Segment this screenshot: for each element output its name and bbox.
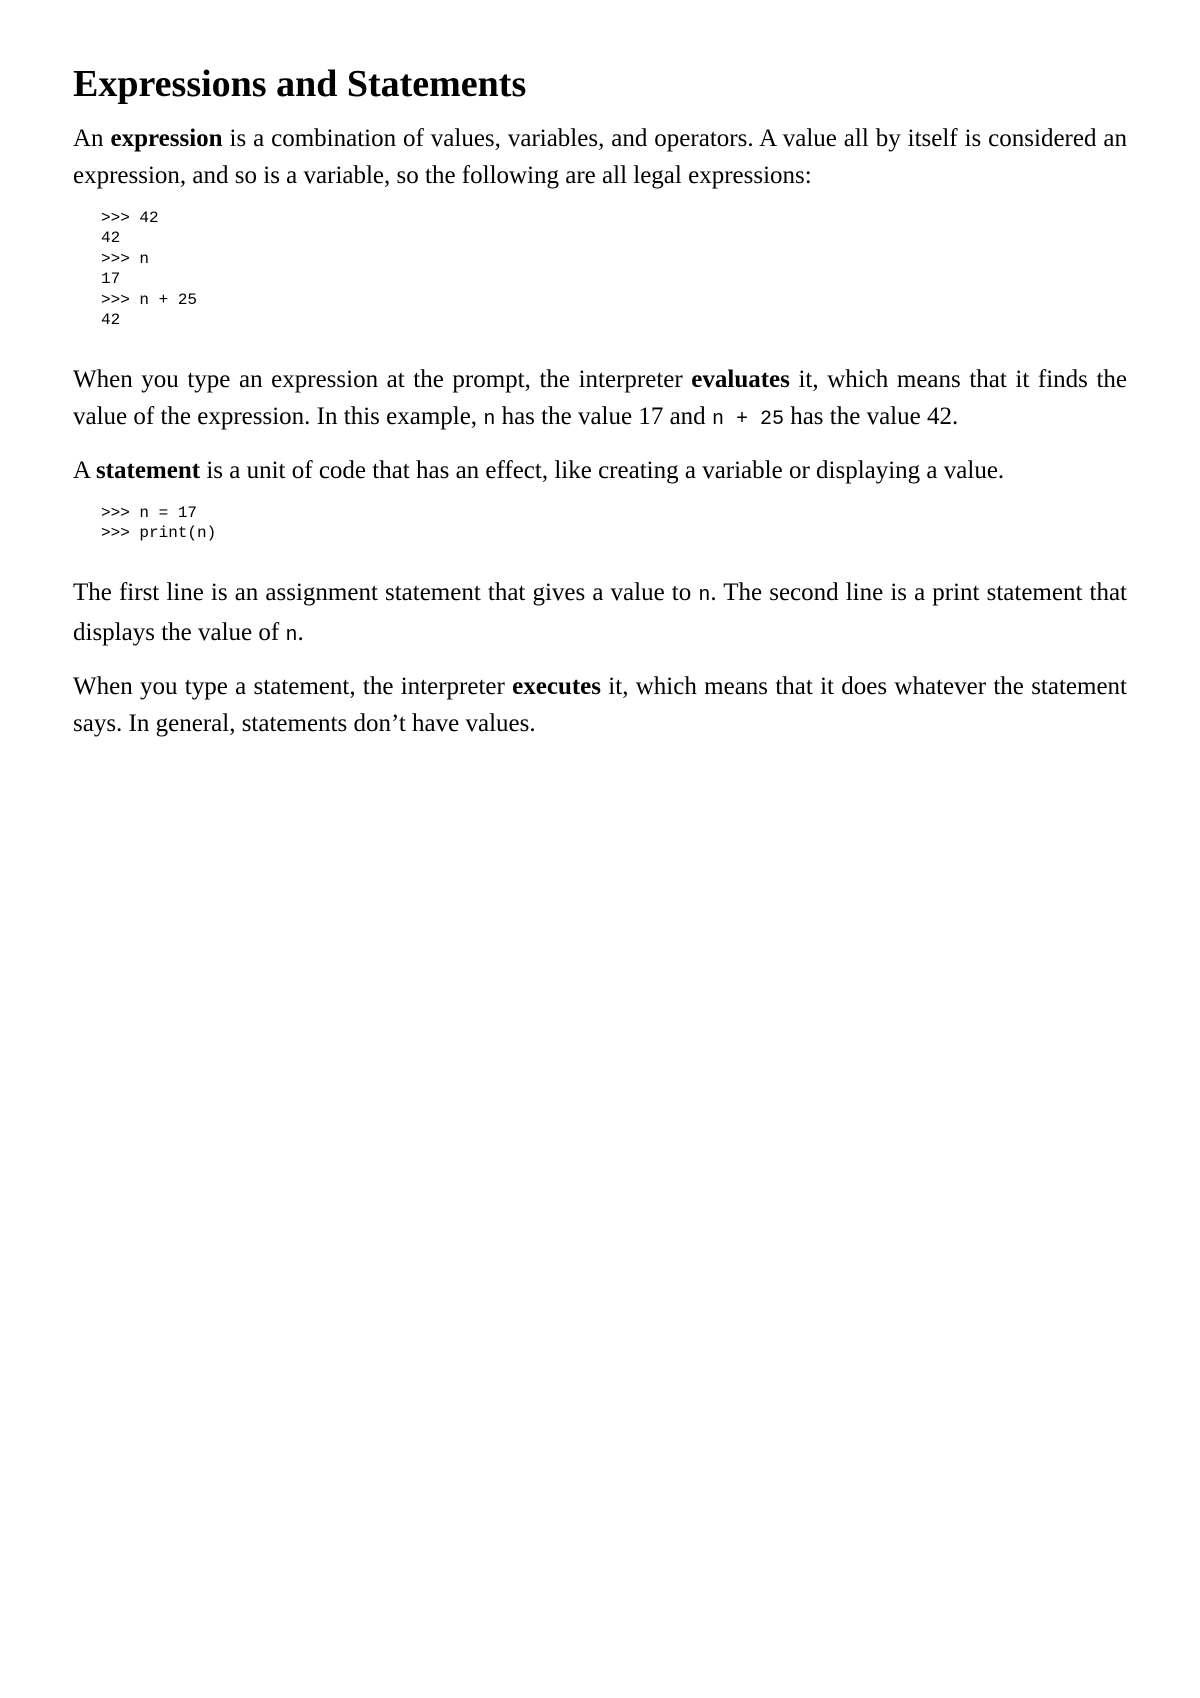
text: An xyxy=(73,124,111,152)
inline-code: n xyxy=(698,583,711,607)
document-page xyxy=(73,62,1127,756)
code-line: >>> print(n) xyxy=(101,524,217,543)
text: is a combination of values, variables, and operators. A value all by itself is considered an expression, and so is a variable, so the following are all legal expressions: xyxy=(73,124,1127,189)
text: . xyxy=(297,618,304,646)
paragraph-executes xyxy=(73,668,1127,742)
term-executes: executes xyxy=(512,672,601,700)
inline-code: n xyxy=(285,623,298,647)
text: is a unit of code that has an effect, like creating a variable or displaying a value. xyxy=(200,456,1005,484)
paragraph-statement-definition xyxy=(73,452,1127,489)
text: has the value 17 and xyxy=(495,402,712,430)
text: has the value 42. xyxy=(783,402,959,430)
term-evaluates: evaluates xyxy=(691,365,790,393)
code-line: 42 xyxy=(101,311,121,330)
text: it, which means that it finds the value of the expression. In this example, xyxy=(73,365,1127,430)
code-block-expressions xyxy=(101,208,1127,331)
code-line: >>> n = 17 xyxy=(101,503,198,522)
paragraph-assignment xyxy=(73,574,1127,654)
code-line: 17 xyxy=(101,270,121,289)
code-line: >>> n + 25 xyxy=(101,290,198,309)
text: When you type an expression at the prompt, the interpreter xyxy=(73,365,692,393)
text: A xyxy=(73,456,96,484)
inline-code: n + 25 xyxy=(711,407,784,431)
code-line: >>> n xyxy=(101,249,150,268)
inline-code: n xyxy=(483,407,496,431)
text: it, which means that it does whatever the statement says. In general, statements don’t have values. xyxy=(73,672,1127,737)
code-block-statements xyxy=(101,503,1127,544)
term-expression: expression xyxy=(110,124,223,152)
code-line: >>> 42 xyxy=(101,208,159,227)
term-statement: statement xyxy=(95,456,201,484)
paragraph-evaluates xyxy=(73,361,1127,438)
page-title: Expressions and Statements xyxy=(73,63,527,105)
text: When you type a statement, the interpreter xyxy=(73,672,513,700)
text: The first line is an assignment statement that gives a value to xyxy=(73,578,699,606)
paragraph-expression-definition xyxy=(73,120,1127,194)
text: . The second line is a print statement that displays the value of xyxy=(73,578,1127,646)
code-line: 42 xyxy=(101,229,121,248)
